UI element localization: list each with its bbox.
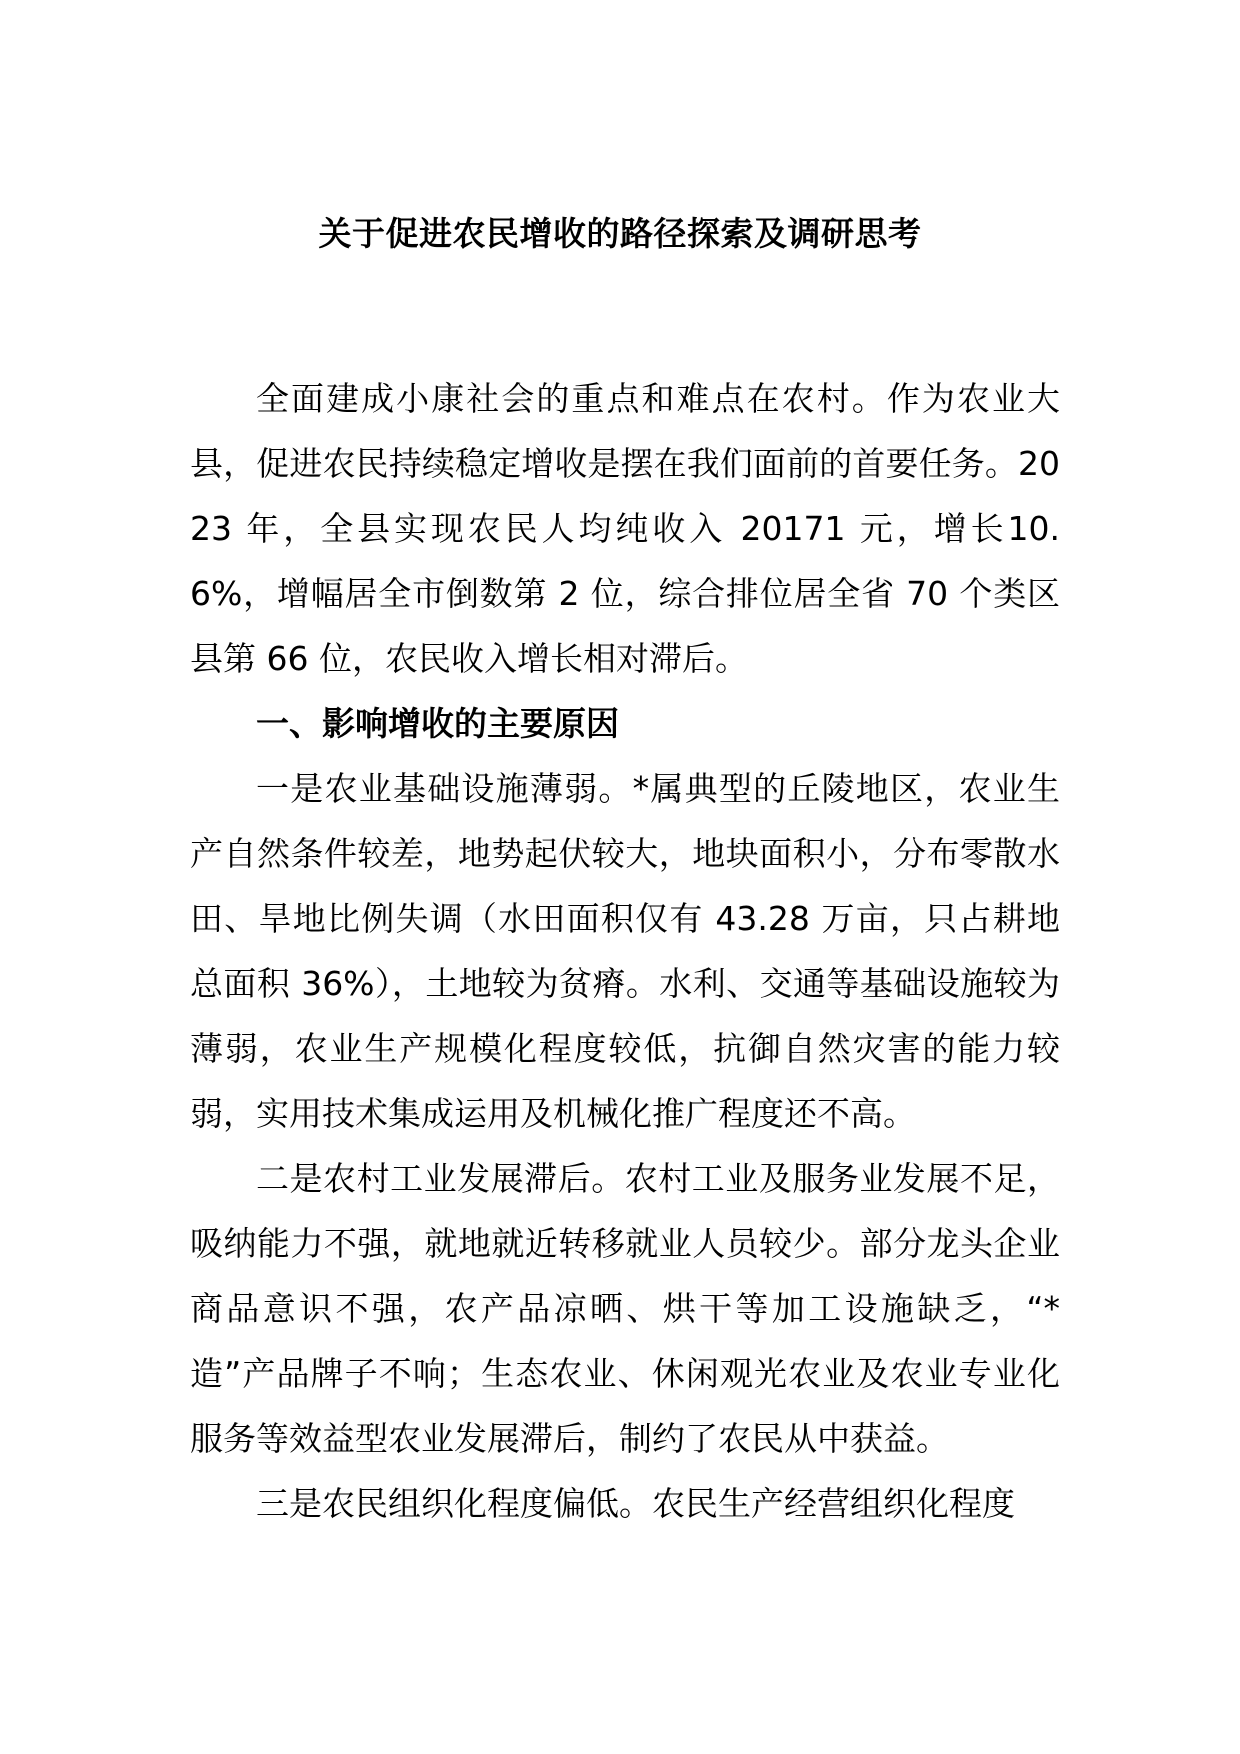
paragraph-infrastructure: 一是农业基础设施薄弱。*属典型的丘陵地区，农业生产自然条件较差，地势起伏较大，地块面积小，分布零散水田、旱地比例失调（水田面积仅有 43.28 万亩，只占耕地总面积 36%），土地较为贫瘠。水利、交通等基础设施较为薄弱，农业生产规模化程度较低，抗御自然灾害的能力较弱，实用技术集成运用及机械化推广程度还不高。 (190, 769, 1060, 1133)
intro-paragraph: 全面建成小康社会的重点和难点在农村。作为农业大县，促进农民持续稳定增收是摆在我们面前的首要任务。2023 年，全县实现农民人均纯收入 20171 元，增长10.6%，增幅居全市倒数第 2 位，综合排位居全省 70 个类区县第 66 位，农民收入增长相对滞后。 (190, 379, 1060, 678)
paragraph-organization: 三是农民组织化程度偏低。农民生产经营组织化程度 (256, 1484, 1015, 1523)
section-heading: 一、影响增收的主要原因 (256, 704, 619, 743)
paragraph-industry: 二是农村工业发展滞后。农村工业及服务业发展不足，吸纳能力不强，就地就近转移就业人员较少。部分龙头企业商品意识不强，农产品凉晒、烘干等加工设施缺乏，“*造”产品牌子不响；生态农业、休闲观光农业及农业专业化服务等效益型农业发展滞后，制约了农民从中获益。 (190, 1159, 1060, 1458)
document-title: 关于促进农民增收的路径探索及调研思考 (318, 214, 922, 253)
document-body (190, 366, 1060, 1536)
